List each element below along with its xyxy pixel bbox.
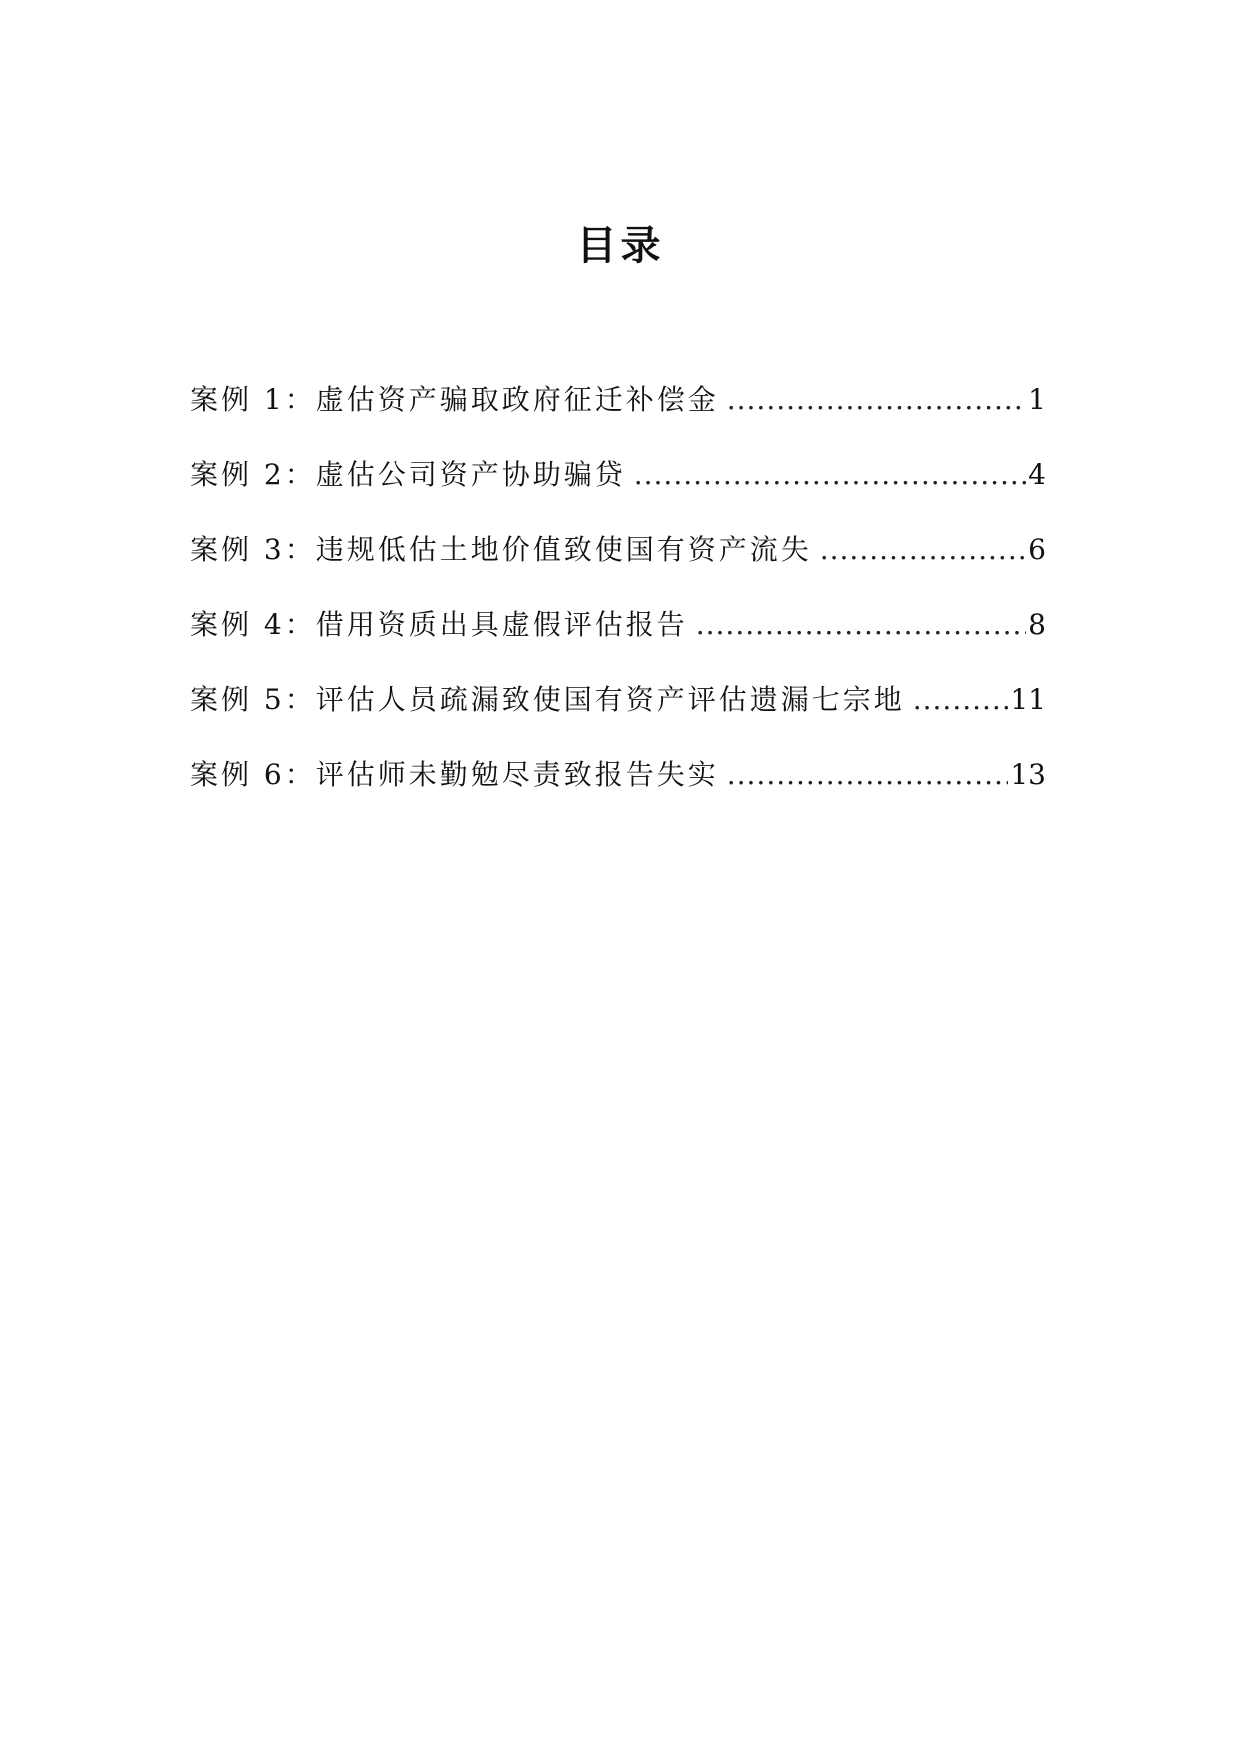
toc-entry-label: 案例 1：虚估资产骗取政府征迁补偿金 bbox=[190, 383, 719, 416]
toc-entry-page-number: 4 bbox=[1028, 458, 1046, 491]
toc-entry-page-number: 11 bbox=[1010, 683, 1046, 716]
toc-dot-leader bbox=[820, 528, 1026, 572]
toc-dot-leader bbox=[696, 603, 1026, 647]
toc-entry[interactable] bbox=[190, 453, 1046, 528]
toc-entry-label: 案例 4：借用资质出具虚假评估报告 bbox=[190, 608, 688, 641]
toc-entry-label: 案例 6：评估师未勤勉尽责致报告失实 bbox=[190, 758, 719, 791]
toc-dot-leader bbox=[727, 753, 1009, 797]
toc-entry-page-number: 8 bbox=[1028, 608, 1046, 641]
toc-entry[interactable] bbox=[190, 378, 1046, 453]
toc-entry-label: 案例 5：评估人员疏漏致使国有资产评估遗漏七宗地 bbox=[190, 683, 905, 716]
toc-entry[interactable] bbox=[190, 528, 1046, 603]
toc-dot-leader bbox=[634, 453, 1026, 497]
toc-entry[interactable] bbox=[190, 753, 1046, 828]
toc-entry-label: 案例 2：虚估公司资产协助骗贷 bbox=[190, 458, 626, 491]
toc-entry-page-number: 1 bbox=[1028, 383, 1046, 416]
toc-entry-page-number: 13 bbox=[1010, 758, 1046, 791]
toc-entry-page-number: 6 bbox=[1028, 533, 1046, 566]
toc-dot-leader bbox=[727, 378, 1026, 422]
toc-title: 目录 bbox=[576, 223, 665, 269]
toc-entry-label: 案例 3：违规低估土地价值致使国有资产流失 bbox=[190, 533, 812, 566]
toc-dot-leader bbox=[913, 678, 1009, 722]
toc-entry[interactable] bbox=[190, 678, 1046, 753]
toc-entry[interactable] bbox=[190, 603, 1046, 678]
toc-list bbox=[190, 378, 1046, 828]
